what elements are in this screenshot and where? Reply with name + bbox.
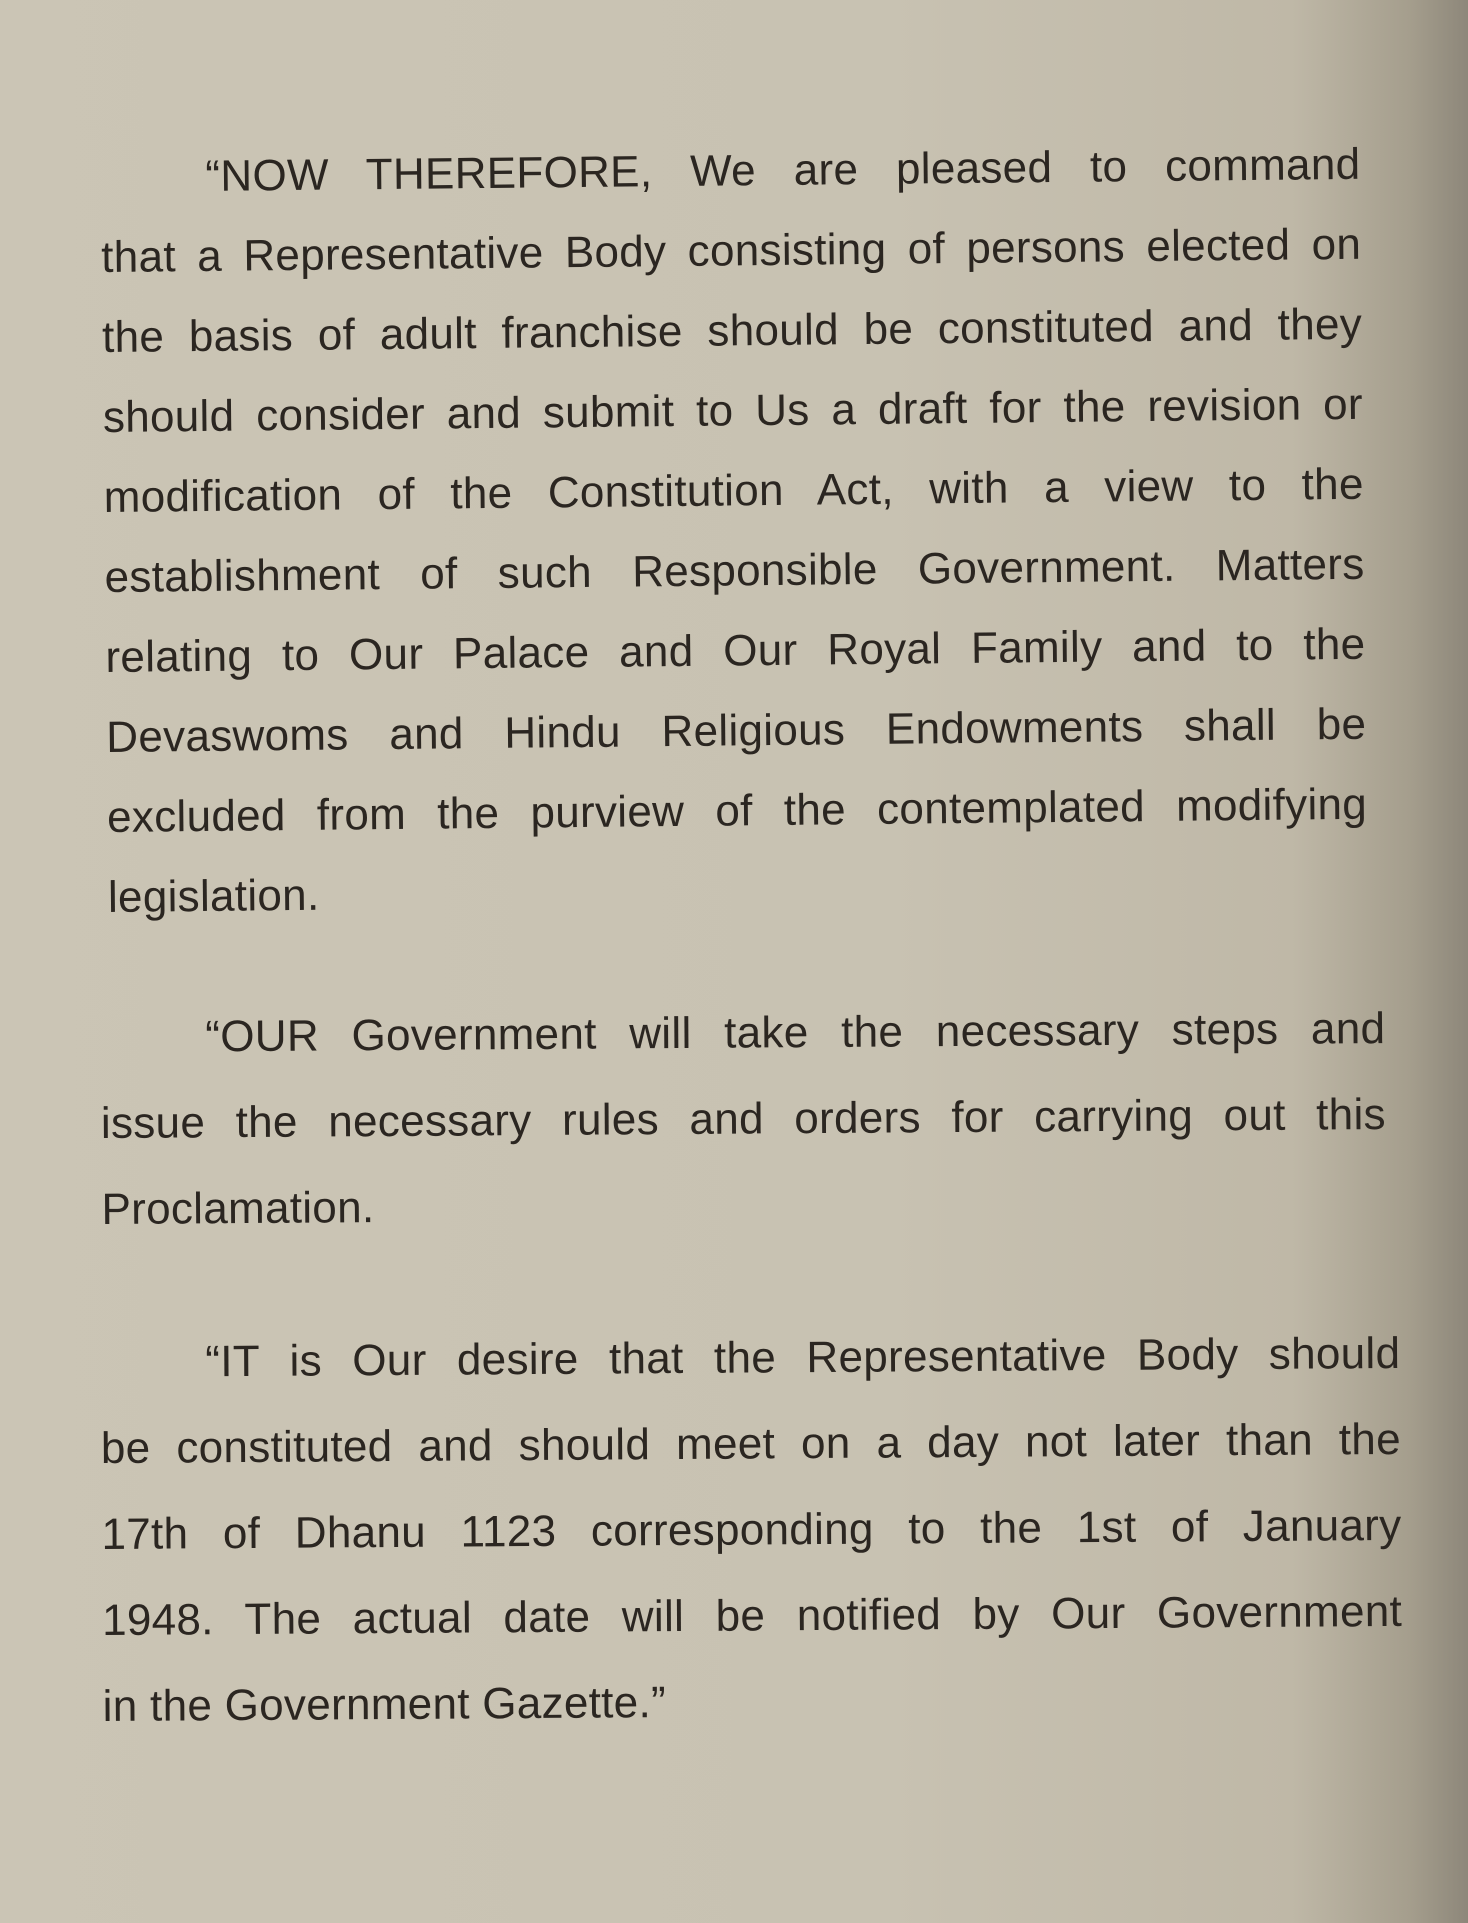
paragraph-representative-body — [100, 125, 1368, 938]
text-line: 1948. The actual date will be notified by Our Government — [101, 1586, 1403, 1645]
text-line: legislation. — [107, 870, 320, 922]
text-line: relating to Our Palace and Our Royal Family and to the — [105, 619, 1366, 682]
text-line: excluded from the purview of the contemplated modifying — [106, 779, 1368, 842]
paragraph-government-steps — [100, 986, 1387, 1253]
text-line: issue the necessary rules and orders for carrying out this — [100, 1090, 1387, 1148]
text-line: that a Representative Body consisting of persons elected on — [100, 219, 1362, 282]
text-line: “NOW THEREFORE, We are pleased to command — [205, 139, 1361, 201]
text-line: modification of the Constitution Act, with a view to the — [103, 459, 1364, 522]
text-line: Proclamation. — [101, 1183, 375, 1234]
text-line: be constituted and should meet on a day not later than the — [100, 1414, 1402, 1473]
paragraph-meeting-date — [100, 1311, 1403, 1750]
text-line: 17th of Dhanu 1123 corresponding to the 1st of January — [101, 1500, 1402, 1559]
text-line: Devaswoms and Hindu Religious Endowments shall be — [106, 699, 1367, 762]
text-line: should consider and submit to Us a draft for the revision or — [102, 379, 1364, 442]
text-line: “OUR Government will take the necessary steps and — [205, 1004, 1386, 1062]
text-line: establishment of such Responsible Government. Matters — [104, 539, 1365, 602]
text-line: in the Government Gazette.” — [102, 1678, 667, 1731]
text-line: “IT is Our desire that the Representative Body should — [205, 1328, 1401, 1387]
text-line: the basis of adult franchise should be constituted and they — [101, 299, 1363, 362]
